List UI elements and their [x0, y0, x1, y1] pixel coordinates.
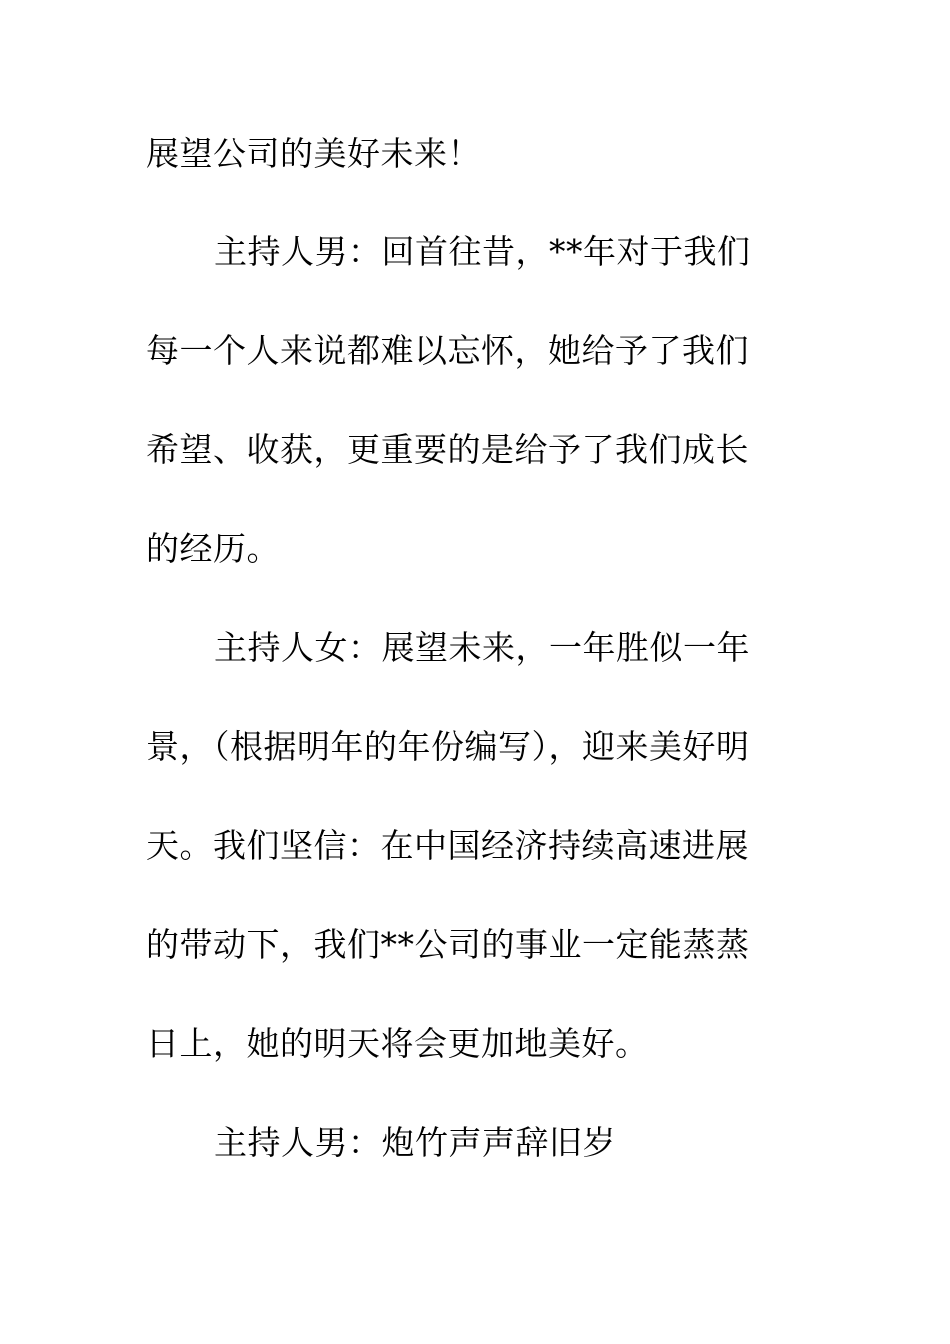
text-line: 天。我们坚信：在中国经济持续高速进展	[146, 826, 749, 865]
text-line: 展望公司的美好未来！	[146, 134, 481, 173]
text-line: 日上，她的明天将会更加地美好。	[146, 1024, 649, 1063]
text-line: 景，（根据明年的年份编写），迎来美好明	[146, 727, 750, 766]
text-line: 的带动下，我们**公司的事业一定能蒸蒸	[146, 925, 750, 964]
text-line: 主持人男：回首往昔，**年对于我们	[214, 232, 751, 271]
text-line: 希望、收获，更重要的是给予了我们成长	[146, 430, 749, 469]
text-line: 的经历。	[146, 529, 280, 568]
text-line: 每一个人来说都难以忘怀，她给予了我们	[146, 331, 749, 370]
text-line: 主持人男：炮竹声声辞旧岁	[214, 1123, 616, 1162]
text-line: 主持人女：展望未来，一年胜似一年	[214, 628, 750, 667]
